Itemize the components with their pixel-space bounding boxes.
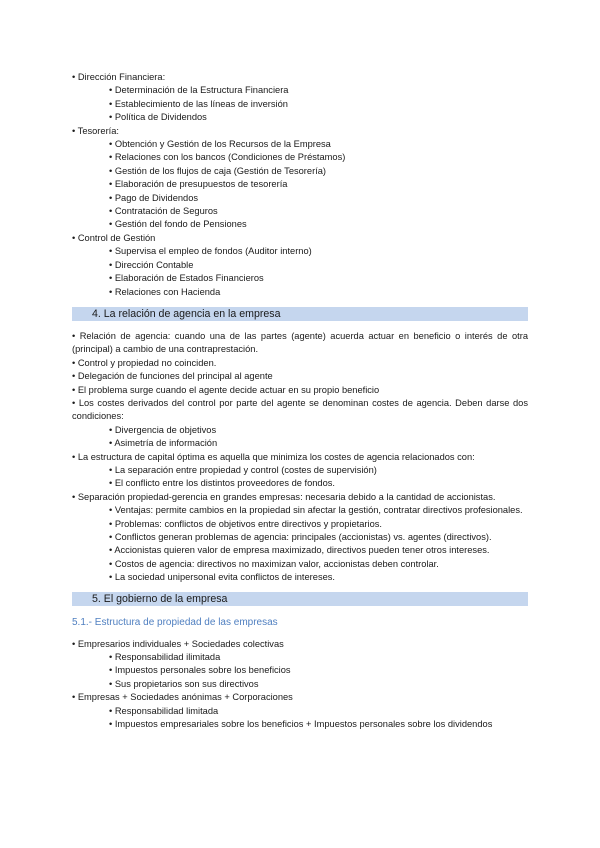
paragraph: • El problema surge cuando el agente decide actuar en su propio beneficio (72, 384, 380, 395)
list-item: • El conflicto entre los distintos proveedores de fondos. (109, 478, 335, 489)
section-4-heading: 4. La relación de agencia en la empresa (72, 307, 528, 321)
list-item: • Tesorería: (72, 125, 120, 136)
list-item: • Determinación de la Estructura Financiera (109, 85, 289, 96)
list-item: • Problemas: conflictos de objetivos entre directivos y propietarios. (109, 518, 382, 529)
list-item: • Gestión de los flujos de caja (Gestión de Tesorería) (109, 165, 327, 176)
financial-functions-list (72, 71, 528, 299)
list-item: • Responsabilidad ilimitada (109, 652, 221, 663)
subsection-heading: 5.1.- Estructura de propiedad de las empresas (72, 616, 278, 628)
list-item: • Sus propietarios son sus directivos (109, 678, 259, 689)
list-item: • Contratación de Seguros (109, 206, 218, 217)
list-item: • Accionistas quieren valor de empresa maximizado, directivos pueden tener otros intereses. (109, 545, 490, 556)
section-5-heading: 5. El gobierno de la empresa (72, 592, 528, 606)
list-item: • Dirección Contable (109, 259, 194, 270)
list-item: • Gestión del fondo de Pensiones (109, 219, 247, 230)
paragraph: • Separación propiedad-gerencia en grandes empresas: necesaria debido a la cantidad de accionistas. (72, 491, 496, 502)
list-item: • Impuestos personales sobre los beneficios (109, 665, 291, 676)
list-item: • Control de Gestión (72, 232, 156, 243)
list-item: • Dirección Financiera: (72, 72, 166, 82)
list-item: • Establecimiento de las líneas de inversión (109, 98, 288, 109)
document-page (72, 71, 528, 731)
list-item: • Ventajas: permite cambios en la propiedad sin afectar la gestión, contratar directivos profesionales. (109, 505, 523, 516)
list-item: • Conflictos generan problemas de agencia: principales (accionistas) vs. agentes (directivos). (109, 532, 492, 542)
paragraph: • Relación de agencia: cuando una de las partes (agente) acuerda actuar en beneficio o interés de otra (principal) a cambio de una contraprestación. (72, 330, 528, 355)
list-item: • Empresarios individuales + Sociedades colectivas (72, 638, 284, 649)
list-item: • Empresas + Sociedades anónimas + Corporaciones (72, 692, 293, 703)
list-item: • Elaboración de presupuestos de tesorería (109, 179, 288, 190)
paragraph: • Los costes derivados del control por parte del agente se denominan costes de agencia. Deben darse dos condiciones: (72, 397, 528, 422)
list-item: • Costos de agencia: directivos no maximizan valor, accionistas deben controlar. (109, 558, 439, 569)
list-item: • Obtención y Gestión de los Recursos de la Empresa (109, 139, 331, 150)
list-item: • Divergencia de objetivos (109, 424, 217, 435)
list-item: • Asimetría de información (109, 438, 218, 449)
list-item: • Responsabilidad limitada (109, 705, 219, 716)
paragraph: • Delegación de funciones del principal al agente (72, 371, 273, 382)
list-item: • Relaciones con los bancos (Condiciones de Préstamos) (109, 152, 346, 163)
paragraph: • Control y propiedad no coinciden. (72, 357, 217, 368)
list-item: • La sociedad unipersonal evita conflictos de intereses. (109, 572, 335, 583)
list-item: • La separación entre propiedad y control (costes de supervisión) (109, 464, 377, 475)
list-item: • Relaciones con Hacienda (109, 286, 221, 297)
list-item: • Política de Dividendos (109, 112, 207, 123)
list-item: • Supervisa el empleo de fondos (Auditor interno) (109, 246, 312, 257)
list-item: • Pago de Dividendos (109, 192, 199, 203)
list-item: • Elaboración de Estados Financieros (109, 273, 264, 284)
paragraph: • La estructura de capital óptima es aquella que minimiza los costes de agencia relacionados con: (72, 451, 475, 462)
list-item: • Impuestos empresariales sobre los beneficios + Impuestos personales sobre los dividendos (109, 719, 493, 730)
